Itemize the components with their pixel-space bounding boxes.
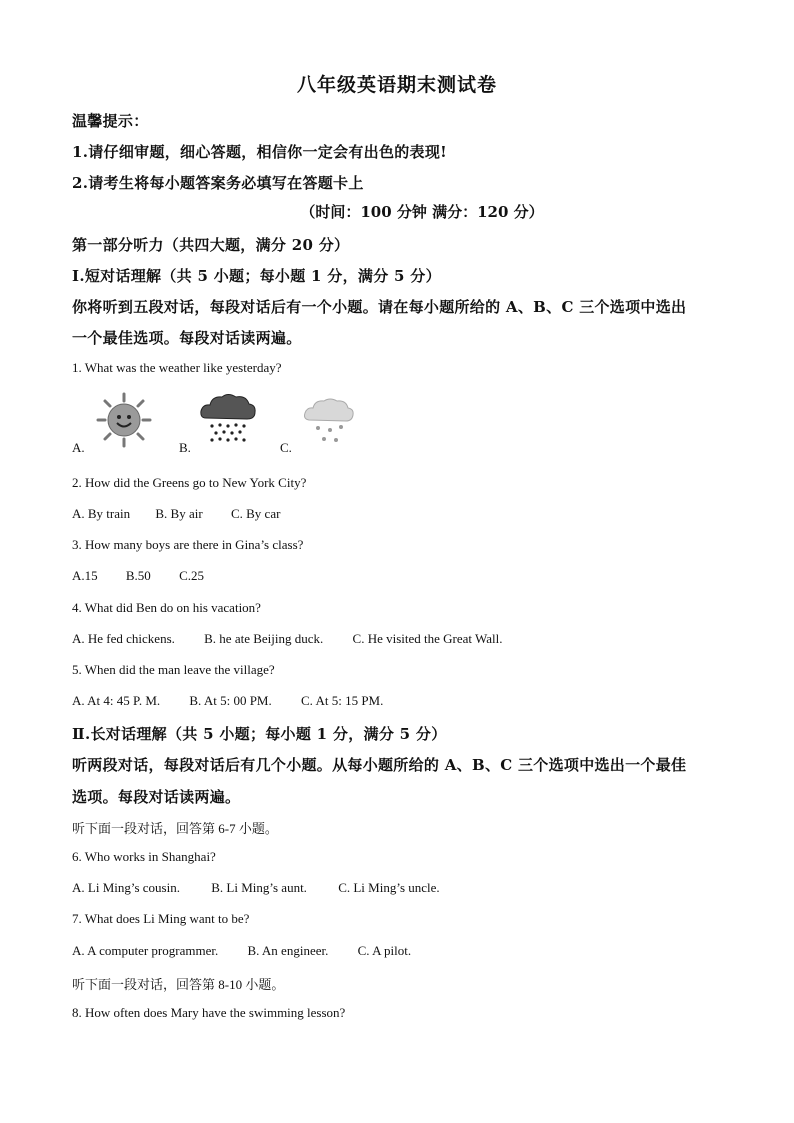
q1-image-options	[72, 392, 372, 462]
section2-heading: Ⅱ.长对话理解（共 5 小题；每小题 1 分，满分 5 分）	[72, 725, 447, 743]
option-b: B. he ate Beijing duck.	[204, 631, 324, 646]
tips-heading: 温馨提示：	[72, 112, 149, 130]
q1-option-c-label: C.	[280, 440, 292, 455]
option-c: C. Li Ming’s uncle.	[338, 880, 440, 895]
option-a: A. At 4: 45 P. M.	[72, 693, 161, 708]
q1-option-a-label: A.	[72, 440, 85, 455]
q2-options	[72, 506, 280, 522]
q4-options	[72, 631, 503, 647]
section1-instruction: 一个最佳选项。每段对话读两遍。	[72, 329, 302, 347]
rainy-cloud-icon	[198, 392, 258, 450]
option-a: A. He fed chickens.	[72, 631, 175, 646]
section2-instruction: 选项。每段对话读两遍。	[72, 788, 241, 806]
q3-options	[72, 568, 204, 584]
option-c: C. By car	[230, 506, 281, 521]
question-3: 3. How many boys are there in Gina’s class?	[72, 537, 304, 552]
option-a: A. Li Ming’s cousin.	[72, 880, 180, 895]
question-5: 5. When did the man leave the village?	[72, 662, 275, 677]
dialog-note: 听下面一段对话，回答第 6-7 小题。	[72, 821, 278, 836]
q1-option-b-label: B.	[179, 440, 191, 455]
option-a: A. A computer programmer.	[72, 943, 219, 958]
part1-heading: 第一部分听力（共四大题，满分 20 分）	[72, 236, 350, 254]
option-a: A. By train	[72, 506, 131, 521]
option-c: C. He visited the Great Wall.	[352, 631, 503, 646]
option-c: C. At 5: 15 PM.	[301, 693, 384, 708]
sunny-icon	[94, 392, 154, 448]
q7-options	[72, 943, 411, 959]
question-8: 8. How often does Mary have the swimming lesson?	[72, 1005, 346, 1020]
snowy-cloud-icon	[302, 396, 356, 450]
question-1: 1. What was the weather like yesterday?	[72, 360, 282, 375]
tip-item: 2.请考生将每小题答案务必填写在答题卡上	[72, 174, 364, 192]
q5-options	[72, 693, 383, 709]
option-c: C.25	[179, 568, 204, 583]
option-b: B. An engineer.	[247, 943, 329, 958]
q6-options	[72, 880, 440, 896]
question-7: 7. What does Li Ming want to be?	[72, 911, 250, 926]
section2-instruction: 听两段对话，每段对话后有几个小题。从每小题所给的 A、B、C 三个选项中选出一个最佳	[72, 756, 687, 774]
section1-instruction: 你将听到五段对话，每段对话后有一个小题。请在每小题所给的 A、B、C 三个选项中选出	[72, 298, 687, 316]
option-b: B. Li Ming’s aunt.	[211, 880, 307, 895]
time-info: （时间：100 分钟 满分：120 分）	[300, 203, 544, 221]
option-b: B.50	[125, 568, 151, 583]
option-a: A.15	[72, 568, 98, 583]
section1-heading: I.短对话理解（共 5 小题；每小题 1 分，满分 5 分）	[72, 267, 441, 285]
dialog-note: 听下面一段对话，回答第 8-10 小题。	[72, 977, 285, 992]
option-b: B. By air	[155, 506, 203, 521]
question-2: 2. How did the Greens go to New York City?	[72, 475, 307, 490]
tip-item: 1.请仔细审题，细心答题，相信你一定会有出色的表现!	[72, 143, 448, 161]
option-b: B. At 5: 00 PM.	[189, 693, 272, 708]
page-title: 八年级英语期末测试卷	[296, 74, 497, 96]
question-4: 4. What did Ben do on his vacation?	[72, 600, 261, 615]
option-c: C. A pilot.	[357, 943, 412, 958]
question-6: 6. Who works in Shanghai?	[72, 849, 216, 864]
